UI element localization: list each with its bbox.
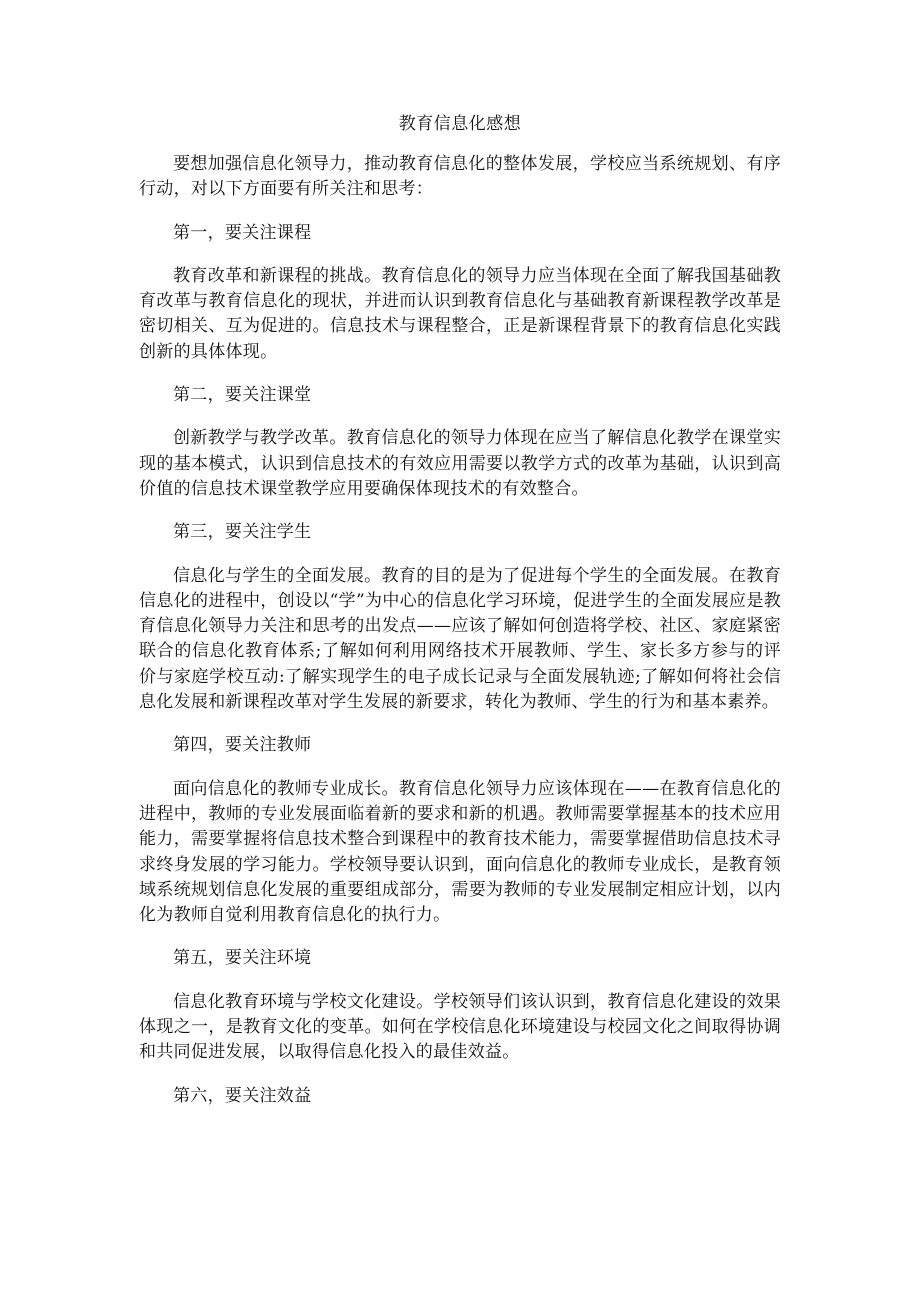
section-heading-environment: 第五，要关注环境 <box>173 948 312 969</box>
section-heading-benefits: 第六，要关注效益 <box>173 1085 312 1106</box>
section-paragraph-classroom: 创新教学与教学改革。教育信息化的领导力体现在应当了解信息化教学在课堂实现的基本模式，认识到信息技术的有效应用需要以教学方式的改革为基础，认识到高价值的信息技术课堂教学应用要确保体现技术的有效整合。 <box>139 428 781 499</box>
section-heading-students: 第三，要关注学生 <box>173 522 312 543</box>
intro-paragraph: 要想加强信息化领导力，推动教育信息化的整体发展，学校应当系统规划、有序行动，对以下方面要有所关注和思考： <box>139 154 781 200</box>
section-paragraph-environment: 信息化教育环境与学校文化建设。学校领导们该认识到，教育信息化建设的效果体现之一，是教育文化的变革。如何在学校信息化环境建设与校园文化之间取得协调和共同促进发展，以取得信息化投入的最佳效益。 <box>139 991 781 1063</box>
section-paragraph-teachers: 面向信息化的教师专业成长。教育信息化领导力应该体现在——在教育信息化的进程中，教师的专业发展面临着新的要求和新的机遇。教师需要掌握基本的技术应用能力，需要掌握将信息技术整合到课程中的教育技术能力，需要掌握借助信息技术寻求终身发展的学习能力。学校领导要认识到，面向信息化的教师专业成长，是教育领域系统规划信息化发展的重要组成部分，需要为教师的专业发展制定相应计划，以内化为教师自觉利用教育信息化的执行力。 <box>139 778 781 926</box>
document-body <box>139 152 781 1127</box>
section-heading-curriculum: 第一，要关注课程 <box>173 222 312 243</box>
section-heading-teachers: 第四，要关注教师 <box>173 735 312 756</box>
section-heading-classroom: 第二，要关注课堂 <box>173 385 312 406</box>
document-title: 教育信息化感想 <box>398 114 522 134</box>
section-paragraph-students: 信息化与学生的全面发展。教育的目的是为了促进每个学生的全面发展。在教育信息化的进程中，创设以“学”为中心的信息化学习环境，促进学生的全面发展应是教育信息化领导力关注和思考的出发点——应该了解如何创造将学校、社区、家庭紧密联合的信息化教育体系;了解如何利用网络技术开展教师、学生、家长多方参与的评价与家庭学校互动:了解实现学生的电子成长记录与全面发展轨迹;了解如何将社会信息化发展和新课程改革对学生发展的新要求，转化为教师、学生的行为和基本素养。 <box>139 565 781 713</box>
section-paragraph-curriculum: 教育改革和新课程的挑战。教育信息化的领导力应当体现在全面了解我国基础教育改革与教育信息化的现状，并进而认识到教育信息化与基础教育新课程教学改革是密切相关、互为促进的。信息技术与课程整合，正是新课程背景下的教育信息化实践创新的具体体现。 <box>139 265 781 362</box>
